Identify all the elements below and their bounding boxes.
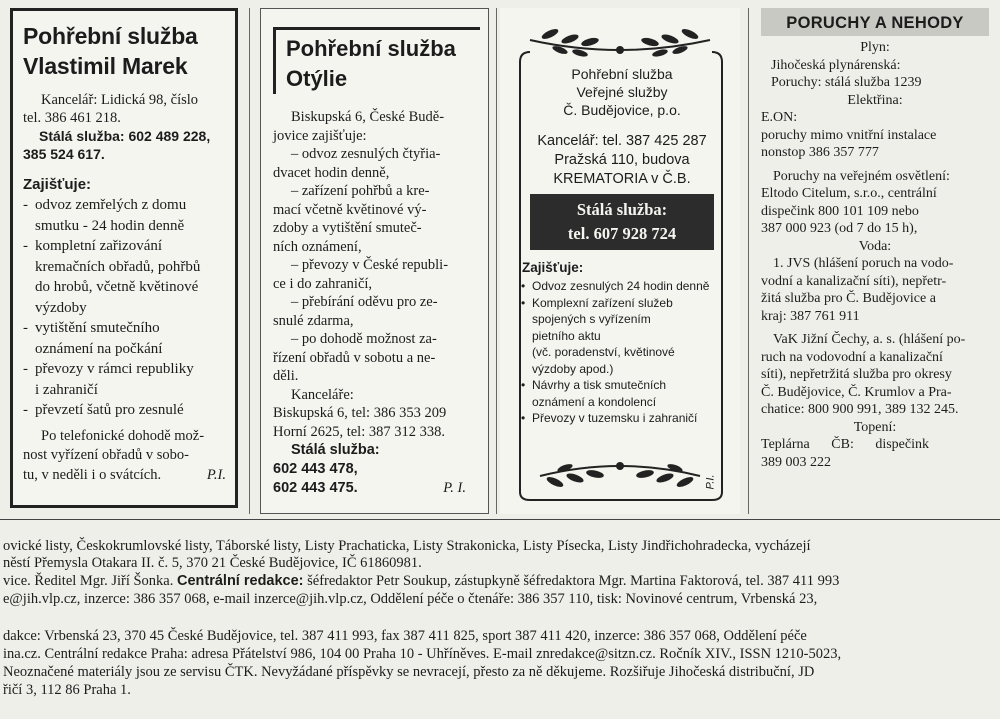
org-line: Veřejné služby [576, 84, 668, 100]
impressum-text: vice. Ředitel Mgr. Jiří Šonka. [3, 573, 174, 589]
title-line: Pohřební služba [23, 23, 198, 49]
body-line: mací včetně květinové vý- [273, 201, 427, 218]
signature: P. I. [443, 480, 466, 496]
impressum [0, 519, 1000, 719]
office-line: Kancelář: Lidická 98, číslo [41, 92, 199, 108]
ad-funeral-service-marek [10, 8, 238, 508]
impressum-text: šéfredaktor Petr Soukup, zástupkyně šéfredaktora Mgr. Martina Faktorová, tel. 387 411 993 [307, 573, 840, 589]
list-item [520, 410, 724, 427]
impressum-line: něstí Přemysla Otakara II. č. 5, 370 21 České Budějovice, IČ 61860981. [3, 555, 422, 571]
item-line: převzetí šatů pro zesnulé [35, 402, 184, 418]
office-line: KREMATORIA v Č.B. [553, 171, 691, 187]
outages-text [753, 39, 993, 471]
note-line: tu, v neděli i o svátcích. [23, 466, 162, 483]
body-line: řízení obřadů v sobotu a ne- [273, 349, 436, 366]
phone-arrangement-note [23, 427, 226, 486]
org-line: Pohřební služba [571, 66, 673, 82]
water-lines [761, 255, 989, 419]
permanent-heading: Stálá služba: [291, 442, 380, 458]
heating-line: 389 003 222 [761, 454, 831, 470]
impressum-line: ina.cz. Centrální redakce Praha: adresa Přátelství 986, 104 00 Praha 10 - Uhříněves. E-mail znredakce@sitzn.cz. Ročník XIV., ISSN 1210-5023, [3, 646, 842, 662]
body-line: Biskupská 6, tel: 386 353 209 [273, 405, 447, 421]
heating-heading: Topení: [853, 419, 897, 435]
body-line: Biskupská 6, České Budě- [291, 109, 445, 125]
office-line: Kancelář: tel. 387 425 287 [537, 133, 707, 149]
heating-line: Teplárna ČB: dispečink [761, 437, 929, 452]
title-line: Vlastimil Marek [23, 53, 188, 79]
item-line: i zahraničí [35, 381, 98, 398]
body-line: ních oznámení, [273, 238, 362, 255]
org-line: Č. Budějovice, p.o. [563, 102, 681, 118]
item-line: • Odvoz zesnulých 24 hodin denně [532, 279, 710, 293]
item-line: • Komplexní zařízení služeb [532, 295, 673, 310]
impressum-line: e@jih.vlp.cz, inzerce: 386 357 068, e-mail inzerce@jih.vlp.cz, Oddělení péče o čtenáře: 386 357 110, tisk: Novinové centrum, Vrbenská 23, [3, 591, 818, 607]
body-line: Horní 2625, tel: 387 312 338. [273, 423, 445, 440]
ad-title [23, 21, 226, 81]
ad-funeral-service-otylie [260, 8, 489, 514]
item-line: kremačních obřadů, pohřbů [35, 258, 201, 275]
list-item [520, 278, 724, 295]
gas-line: Poruchy: stálá služba 1239 [771, 75, 922, 90]
permanent-service [273, 441, 480, 498]
water-line: kraj: 387 761 911 [761, 308, 860, 324]
water-line: VaK Jižní Čechy, a. s. (hlášení po- [773, 332, 966, 347]
title-line: Pohřební služba [286, 36, 456, 61]
office-line: Pražská 110, budova [554, 152, 690, 168]
item-line: oznámení na počkání [35, 340, 163, 357]
electricity-line: poruchy mimo vnitřní instalace [761, 127, 937, 143]
body-line: jovice zajišťuje: [273, 127, 367, 144]
services-list [23, 195, 226, 421]
section-heading: PORUCHY A NEHODY [761, 8, 989, 36]
item-line: do hrobů, včetně květinové [35, 279, 199, 295]
office-address [23, 91, 226, 109]
laurel-branch-top-icon [520, 20, 720, 60]
central-editorial-label: Centrální redakce: [176, 573, 304, 589]
item-line: výzdoby apod.) [532, 361, 614, 376]
impressum-line: Neoznačené materiály jsou ze servisu ČTK. Nevyžádané příspěvky se nevracejí, přesto za ně děkujeme. Rozšiřuje Jihočeská distribuční, JD [3, 664, 815, 680]
laurel-branch-bottom-icon [530, 458, 710, 498]
gas-heading: Plyn: [860, 40, 890, 55]
ad-funeral-service-public [500, 8, 740, 514]
water-line: 1. JVS (hlášení poruch na vodo- [773, 256, 954, 271]
permanent-line: tel. 607 928 724 [567, 224, 677, 243]
list-item [23, 236, 226, 318]
impressum-line: ovické listy, Českokrumlovské listy, Táborské listy, Listy Prachaticka, Listy Strakonicka, Listy Písecka, Listy Jindřichohradecka, vycházejí [3, 538, 811, 554]
body-line: – po dohodě možnost za- [291, 331, 437, 347]
water-line: síti), nepřetržitá služba pro okresy [761, 367, 952, 382]
item-line: • Převozy v tuzemsku i zahraničí [532, 411, 698, 425]
permanent-line: 602 443 478, [273, 461, 358, 477]
lighting-line: dispečink 800 101 109 nebo [761, 203, 919, 219]
impressum-line [3, 573, 839, 591]
permanent-line: 602 443 475. [273, 480, 358, 496]
permanent-line: Stálá služba: [576, 200, 668, 219]
electricity-line: E.ON: [761, 110, 798, 125]
body-line: dvacet hodin denně, [273, 164, 390, 181]
ad-title [273, 27, 480, 94]
electricity-heading: Elektřina: [847, 92, 903, 108]
impressum-line: řičí 3, 112 86 Praha 1. [3, 682, 131, 698]
water-line: ruch na vodovodní a kanalizační [761, 349, 943, 365]
list-item [520, 295, 724, 378]
office-line: tel. 386 461 218. [23, 110, 121, 126]
water-line: žitá služba pro Č. Budějovice a [761, 291, 936, 306]
services-list [520, 278, 724, 427]
item-line: odvoz zemřelých z domu [35, 197, 187, 213]
lighting-line: Eltodo Citelum, s.r.o., centrální [761, 186, 937, 201]
item-line: vytištění smutečního [35, 320, 160, 336]
item-line: pietního aktu [532, 328, 601, 343]
list-item [23, 195, 226, 236]
permanent-service-box [530, 194, 714, 250]
office-phone [23, 109, 226, 127]
ad-body [273, 108, 480, 441]
permanent-line: 385 524 617. [23, 146, 105, 162]
signature: P.I. [704, 474, 717, 490]
body-line: ce i do zahraničí, [273, 275, 373, 292]
item-line: smutku - 24 hodin denně [35, 217, 185, 234]
item-line: převozy v rámci republiky [35, 361, 194, 377]
title-line: Otýlie [286, 66, 348, 91]
lighting-line: 387 000 923 (od 7 do 15 h), [761, 221, 918, 236]
provides-heading: Zajišťuje: [23, 176, 92, 193]
column-divider [249, 8, 250, 514]
note-line: Po telefonické dohodě mož- [41, 427, 205, 444]
column-divider [496, 8, 497, 514]
body-line: děli. [273, 368, 299, 384]
water-line: Č. Budějovice, Č. Krumlov a Pra- [761, 384, 952, 400]
body-line: zdoby a vytištění smuteč- [273, 220, 422, 236]
item-line: výzdoby [35, 299, 87, 316]
item-line: • Návrhy a tisk smutečních [532, 378, 667, 392]
item-line: oznámení a kondolencí [532, 394, 657, 409]
water-heading: Voda: [858, 238, 892, 254]
permanent-service [23, 127, 226, 163]
body-line: Kanceláře: [291, 386, 354, 403]
signature: P.I. [206, 466, 226, 483]
body-line: – přebírání oděvu pro ze- [291, 294, 438, 310]
list-item [23, 359, 226, 400]
water-line: chatice: 800 900 991, 389 132 245. [761, 402, 959, 417]
organization-name [520, 65, 724, 119]
body-line: – zařízení pohřbů a kre- [291, 183, 430, 199]
outages-column [753, 8, 993, 514]
list-item [23, 400, 226, 421]
list-item [520, 377, 724, 410]
provides-heading: Zajišťuje: [522, 260, 584, 275]
note-line: nost vyřízení obřadů v sobo- [23, 447, 189, 463]
body-line: – odvoz zesnulých čtyřia- [291, 146, 441, 162]
column-divider [748, 8, 749, 514]
water-line: vodní a kanalizační síti), nepřetr- [761, 273, 947, 289]
gas-line: Jihočeská plynárenská: [771, 57, 901, 73]
item-line: kompletní zařizování [35, 238, 163, 254]
item-line: spojených s vyřízením [532, 312, 651, 326]
item-line: (vč. poradenství, květinové [532, 345, 675, 359]
impressum-line: dakce: Vrbenská 23, 370 45 České Budějovice, tel. 387 411 993, fax 387 411 825, sport 387 411 420, inzerce: 386 357 068, Oddělení péče [3, 628, 807, 644]
body-line: – převozy v České republi- [291, 257, 449, 273]
electricity-line: nonstop 386 357 777 [761, 145, 879, 160]
permanent-line: Stálá služba: 602 489 228, [39, 128, 211, 144]
lighting-line: Poruchy na veřejném osvětlení: [773, 168, 950, 184]
list-item [23, 318, 226, 359]
office-address [520, 132, 724, 189]
body-line: snulé zdarma, [273, 312, 354, 329]
